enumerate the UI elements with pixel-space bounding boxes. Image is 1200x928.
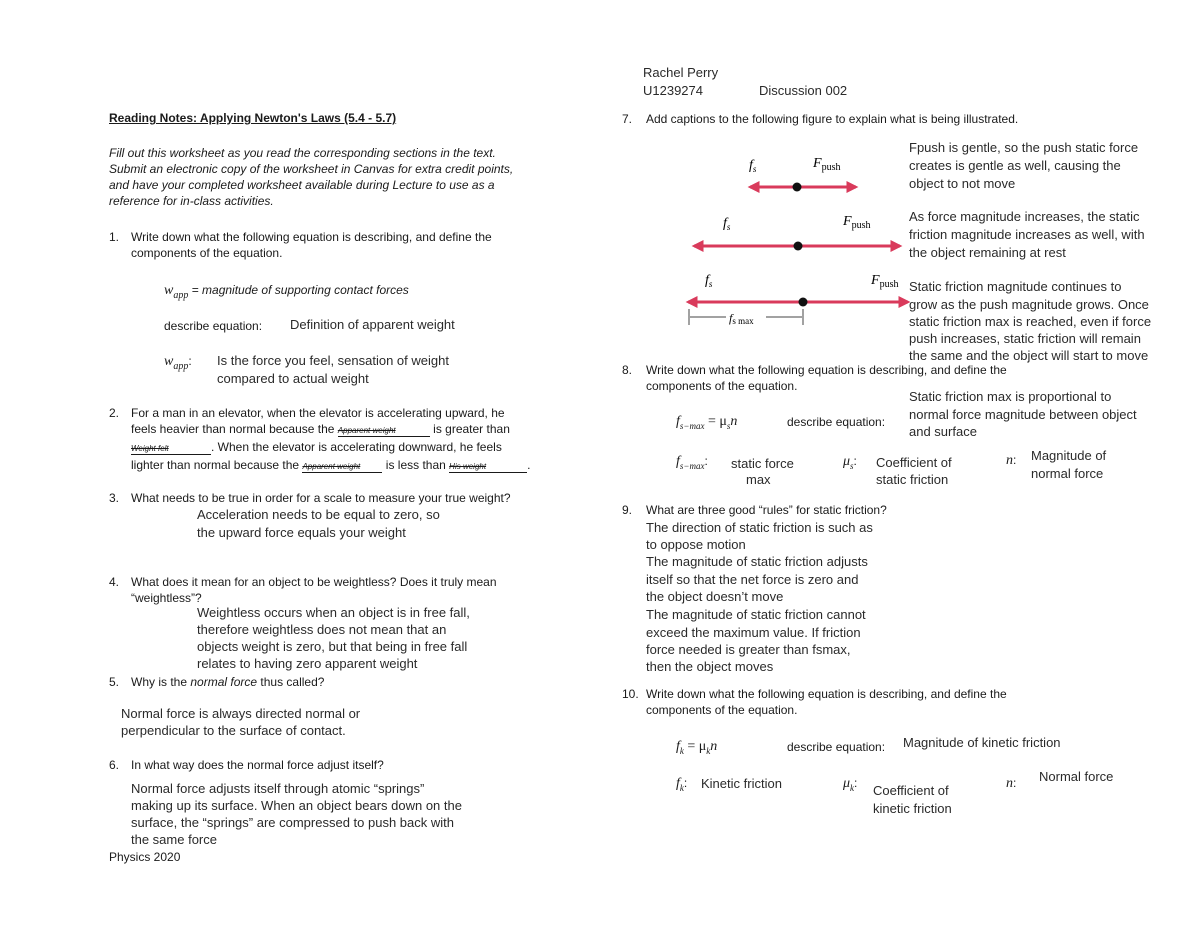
answer-line: to oppose motion bbox=[646, 537, 746, 552]
answer-line: The magnitude of static friction adjusts bbox=[646, 554, 868, 569]
intro-line: reference for in-class activities. bbox=[109, 194, 274, 208]
equation-subscript: s−max bbox=[679, 421, 705, 432]
question-text: Write down what the following equation is describing, and define the bbox=[646, 363, 1007, 377]
answer-line: Normal force is always directed normal or bbox=[121, 706, 361, 721]
answer-line: itself so that the net force is zero and bbox=[646, 572, 859, 587]
definition-symbol: n: bbox=[1006, 776, 1017, 791]
caption-line: object to not move bbox=[909, 176, 1016, 191]
discussion-section: Discussion 002 bbox=[759, 83, 848, 98]
object-dot-2 bbox=[794, 242, 803, 251]
caption-line: the object remaining at rest bbox=[909, 245, 1066, 260]
intro-line: Fill out this worksheet as you read the corresponding sections in the text. bbox=[109, 146, 496, 160]
question-text: Write down what the following equation is describing, and define the bbox=[646, 687, 1007, 701]
equation-subscript: app bbox=[173, 290, 189, 302]
definition-answer: kinetic friction bbox=[873, 801, 952, 816]
question-number: 5. bbox=[109, 675, 120, 689]
describe-label: describe equation: bbox=[787, 415, 886, 429]
describe-answer: and surface bbox=[909, 424, 977, 439]
student-uid: U1239274 bbox=[643, 83, 703, 98]
answer-line: the upward force equals your weight bbox=[197, 525, 406, 540]
question-emphasis: normal force bbox=[190, 675, 258, 689]
equation-symbol: f bbox=[676, 776, 680, 791]
question-number: 8. bbox=[622, 363, 633, 377]
definition-symbol: $f_{s-max}$: bbox=[676, 454, 708, 472]
caption-line: creates is gentle as well, causing the bbox=[909, 158, 1121, 173]
question-text: . When the elevator is accelerating downward, he feels bbox=[211, 440, 502, 454]
question-text: thus called? bbox=[260, 675, 325, 689]
answer-line: Normal force adjusts itself through atomic “springs” bbox=[131, 781, 425, 796]
label-fs-2: $f_s$ bbox=[723, 216, 731, 232]
answer-line: The direction of static friction is such as bbox=[646, 520, 873, 535]
fill-blank: Apparent weight bbox=[338, 426, 430, 437]
equation-symbol: μ bbox=[843, 454, 851, 469]
fill-blank: Apparent weight bbox=[302, 462, 382, 473]
definition-answer: Magnitude of bbox=[1031, 448, 1107, 463]
definition-answer: compared to actual weight bbox=[217, 371, 369, 386]
answer-line: Acceleration needs to be equal to zero, so bbox=[197, 507, 440, 522]
question-number: 3. bbox=[109, 491, 120, 505]
definition-symbol: $\mu_k$: bbox=[843, 776, 858, 794]
definition-symbol: $\mu_s$: bbox=[843, 454, 857, 472]
equation-apparent-weight bbox=[164, 281, 409, 301]
equation-rhs: = magnitude of supporting contact forces bbox=[188, 283, 409, 297]
caption-line: push increases, static friction will remain bbox=[909, 331, 1141, 346]
equation-symbol: n bbox=[730, 414, 738, 429]
caption-line: grow as the push magnitude grows. Once bbox=[909, 297, 1149, 312]
definition-answer: Normal force bbox=[1039, 769, 1114, 784]
page-footer: Physics 2020 bbox=[109, 850, 181, 864]
describe-label: describe equation: bbox=[164, 319, 263, 333]
page-title: Reading Notes: Applying Newton's Laws (5.4 - 5.7) bbox=[109, 111, 397, 125]
caption-line: friction magnitude increases as well, with bbox=[909, 227, 1145, 242]
question-number: 7. bbox=[622, 112, 633, 126]
question-text: “weightless”? bbox=[131, 591, 202, 605]
definition-symbol bbox=[164, 352, 192, 372]
equation-symbol: w bbox=[164, 354, 174, 369]
equation-rhs: = μ bbox=[704, 414, 727, 429]
question-text: What needs to be true in order for a scale to measure your true weight? bbox=[131, 491, 511, 505]
equation-subscript: s bbox=[726, 421, 731, 432]
caption-line: Fpush is gentle, so the push static force bbox=[909, 140, 1139, 155]
question-line bbox=[131, 457, 531, 474]
equation-subscript: app bbox=[173, 361, 189, 373]
question-text: . bbox=[527, 458, 531, 472]
equation-subscript: s bbox=[850, 461, 854, 472]
question-line bbox=[131, 674, 324, 691]
fill-blank: Weight felt bbox=[131, 444, 211, 455]
question-number: 2. bbox=[109, 406, 120, 420]
answer-line: surface, the “springs” are compressed to push back with bbox=[131, 815, 454, 830]
question-number: 4. bbox=[109, 575, 120, 589]
equation-subscript: k bbox=[706, 746, 711, 757]
static-friction-figure bbox=[680, 145, 910, 330]
intro-line: and have your completed worksheet available during Lecture to use as a bbox=[109, 178, 495, 192]
label-fs-3: $f_s$ bbox=[705, 273, 713, 289]
equation-symbol: n bbox=[1006, 776, 1013, 791]
fill-blank: His weight bbox=[449, 462, 527, 473]
caption-line: static friction max is reached, even if force bbox=[909, 314, 1152, 329]
question-number: 9. bbox=[622, 503, 633, 517]
definition-answer: max bbox=[746, 472, 771, 487]
definition-answer: static force bbox=[731, 456, 794, 471]
equation-symbol: n bbox=[710, 739, 718, 754]
question-text: For a man in an elevator, when the elevator is accelerating upward, he bbox=[131, 406, 505, 420]
question-text: What are three good “rules” for static friction? bbox=[646, 503, 887, 517]
object-dot-1 bbox=[793, 183, 802, 192]
describe-answer: Magnitude of kinetic friction bbox=[903, 735, 1061, 750]
describe-answer: normal force magnitude between object bbox=[909, 407, 1137, 422]
question-text: In what way does the normal force adjust itself? bbox=[131, 758, 384, 772]
equation-symbol: μ bbox=[843, 776, 851, 791]
equation-symbol: f bbox=[676, 739, 680, 754]
equation-symbol: n bbox=[1006, 453, 1013, 468]
label-fpush-1: $F_{push}$ bbox=[813, 156, 841, 173]
label-fs-max: fs max bbox=[729, 311, 754, 326]
definition-colon: : bbox=[188, 354, 192, 368]
equation-symbol: f bbox=[676, 414, 680, 429]
caption-line: As force magnitude increases, the static bbox=[909, 209, 1140, 224]
answer-line: the object doesn’t move bbox=[646, 589, 784, 604]
definition-symbol: n: bbox=[1006, 453, 1017, 468]
question-text: components of the equation. bbox=[131, 246, 283, 260]
question-text: components of the equation. bbox=[646, 703, 798, 717]
question-line bbox=[131, 439, 502, 456]
answer-line: the same force bbox=[131, 832, 217, 847]
question-number: 1. bbox=[109, 230, 120, 244]
answer-line: then the object moves bbox=[646, 659, 774, 674]
definition-answer: Coefficient of bbox=[873, 783, 949, 798]
question-line bbox=[131, 421, 510, 438]
answer-line: relates to having zero apparent weight bbox=[197, 656, 418, 671]
label-fpush-3: $F_{push}$ bbox=[871, 273, 899, 290]
question-text: lighter than normal because the bbox=[131, 458, 300, 472]
question-number: 10. bbox=[622, 687, 639, 701]
answer-line: Weightless occurs when an object is in free fall, bbox=[197, 605, 470, 620]
question-text: is less than bbox=[385, 458, 446, 472]
equation-rhs: = μ bbox=[683, 739, 707, 754]
answer-line: perpendicular to the surface of contact. bbox=[121, 723, 346, 738]
definition-answer: normal force bbox=[1031, 466, 1104, 481]
answer-line: making up its surface. When an object bears down on the bbox=[131, 798, 462, 813]
describe-answer: Static friction max is proportional to bbox=[909, 389, 1112, 404]
answer-line: therefore weightless does not mean that an bbox=[197, 622, 447, 637]
question-text: components of the equation. bbox=[646, 379, 798, 393]
question-text: feels heavier than normal because the bbox=[131, 422, 335, 436]
definition-answer: Kinetic friction bbox=[701, 776, 782, 791]
label-fpush-2: $F_{push}$ bbox=[843, 214, 871, 231]
question-text: What does it mean for an object to be weightless? Does it truly mean bbox=[131, 575, 497, 589]
answer-line: exceed the maximum value. If friction bbox=[646, 625, 861, 640]
equation-static-friction-max bbox=[676, 412, 737, 431]
equation-subscript: s−max bbox=[679, 461, 705, 472]
label-fs-1: $f_s$ bbox=[749, 158, 757, 174]
object-dot-3 bbox=[799, 298, 808, 307]
equation-kinetic-friction bbox=[676, 737, 717, 756]
question-text: is greater than bbox=[433, 422, 510, 436]
student-name: Rachel Perry bbox=[643, 65, 719, 80]
question-text: Write down what the following equation is describing, and define the bbox=[131, 230, 492, 244]
question-text: Why is the bbox=[131, 675, 188, 689]
caption-line: Static friction magnitude continues to bbox=[909, 279, 1122, 294]
intro-line: Submit an electronic copy of the worksheet in Canvas for extra credit points, bbox=[109, 162, 514, 176]
answer-line: The magnitude of static friction cannot bbox=[646, 607, 866, 622]
definition-answer: Is the force you feel, sensation of weight bbox=[217, 353, 449, 368]
definition-answer: Coefficient of bbox=[876, 455, 952, 470]
question-text: Add captions to the following figure to explain what is being illustrated. bbox=[646, 112, 1019, 126]
equation-subscript: k bbox=[679, 746, 684, 757]
equation-symbol: f bbox=[676, 454, 680, 469]
equation-subscript: k bbox=[679, 783, 684, 794]
equation-subscript: k bbox=[850, 783, 855, 794]
definition-answer: static friction bbox=[876, 472, 949, 487]
question-number: 6. bbox=[109, 758, 120, 772]
answer-line: objects weight is zero, but that being in free fall bbox=[197, 639, 468, 654]
describe-answer: Definition of apparent weight bbox=[290, 317, 455, 332]
definition-symbol: $f_k$: bbox=[676, 776, 688, 794]
describe-label: describe equation: bbox=[787, 740, 886, 754]
equation-symbol: w bbox=[164, 283, 174, 298]
answer-line: force needed is greater than fsmax, bbox=[646, 642, 851, 657]
caption-line: the same and the object will start to move bbox=[909, 348, 1149, 363]
